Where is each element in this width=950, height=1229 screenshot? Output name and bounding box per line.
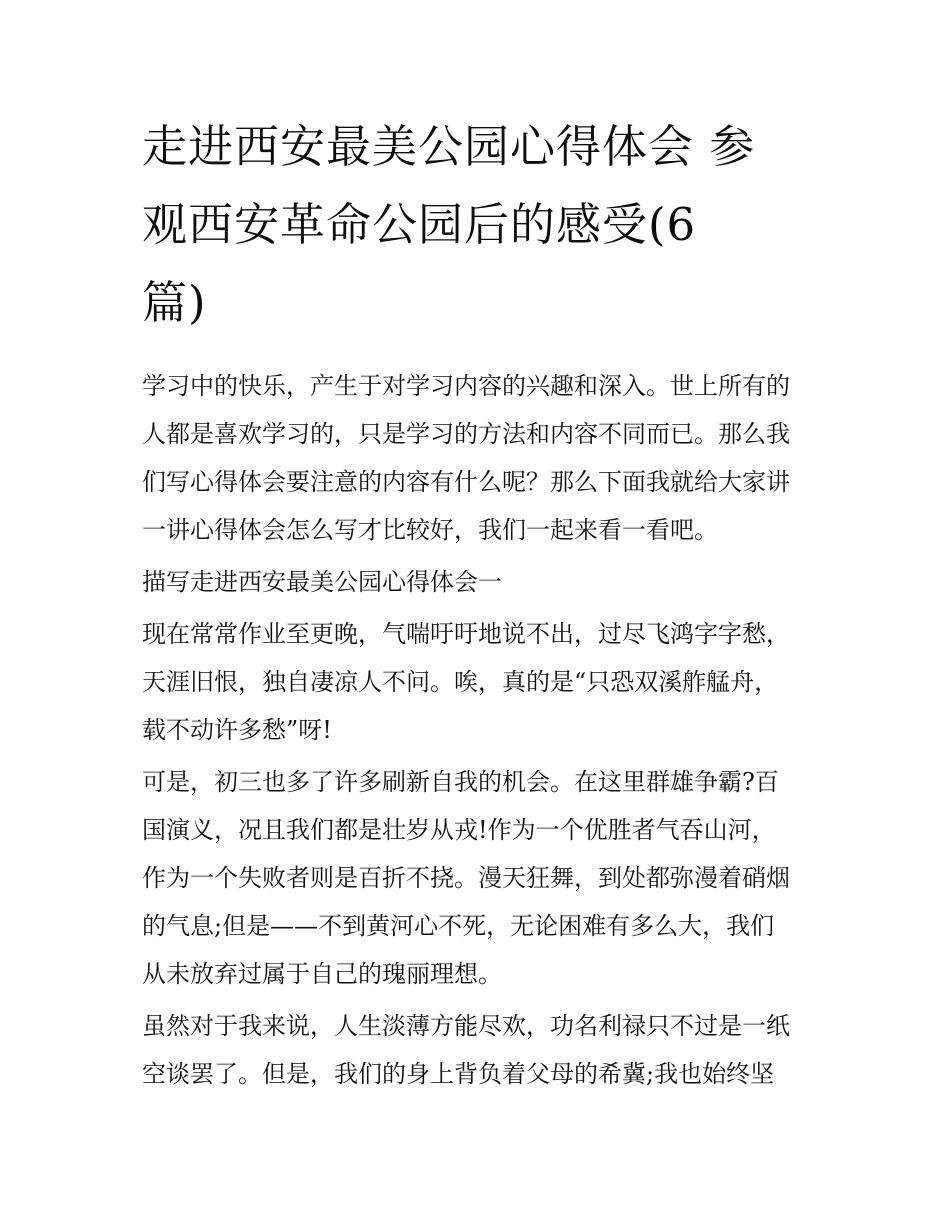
document-title: 走进西安最美公园心得体会 参 观西安革命公园后的感受(6 篇) xyxy=(142,120,756,329)
document-content xyxy=(142,108,832,1098)
document-body xyxy=(142,362,832,1098)
paragraph-homework: 现在常常作业至更晚，气喘吁吁地说不出，过尽飞鸿字字愁， 天涯旧恨，独自凄凉人不问。唉，真的是“只恐双溪舴艋舟， 载不动许多愁”呀! xyxy=(142,620,790,744)
paragraph-intro: 学习中的快乐，产生于对学习内容的兴趣和深入。世上所有的 人都是喜欢学习的，只是学习的方法和内容不同而已。那么我 们写心得体会要注意的内容有什么呢？那么下面我就给大家讲 一讲心得体会怎么写才比较好，我们一起来看一看吧。 xyxy=(142,372,790,544)
paragraph-ideals: 虽然对于我来说，人生淡薄方能尽欢，功名利禄只不过是一纸 空谈罢了。但是，我们的身上背负着父母的希冀;我也始终坚 xyxy=(142,1012,790,1088)
paragraph-opportunities: 可是，初三也多了许多刷新自我的机会。在这里群雄争霸?百 国演义，况且我们都是壮岁从戎!作为一个优胜者气吞山河， 作为一个失败者则是百折不挠。漫天狂舞，到处都弥漫着硝烟 的气息;但是——不到黄河心不死，无论困难有多么大，我们 从未放弃过属于自己的瑰丽理想。 xyxy=(142,768,790,988)
paragraph-section-heading: 描写走进西安最美公园心得体会一 xyxy=(142,568,502,596)
